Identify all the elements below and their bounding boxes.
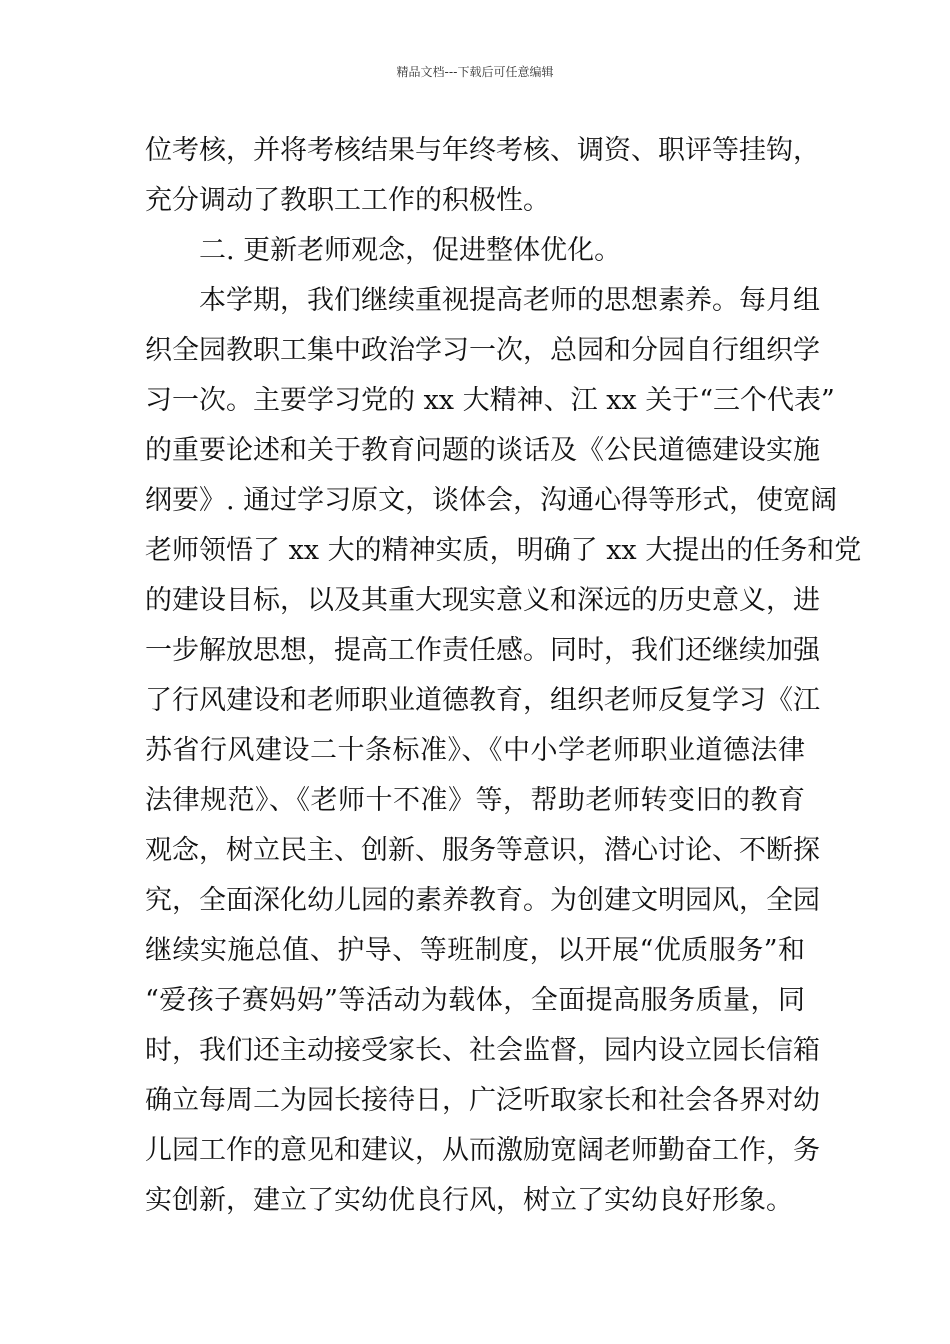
text-line: 苏省行风建设二十条标准》、《中小学老师职业道德法律	[145, 735, 805, 766]
text-line: 时，我们还主动接受家长、社会监督，园内设立园长信箱	[145, 1035, 820, 1066]
page-header: 精品文档---下载后可任意编辑	[396, 65, 554, 79]
text-line: 了行风建设和老师职业道德教育，组织老师反复学习《江	[145, 685, 820, 716]
text-line: 织全园教职工集中政治学习一次，总园和分园自行组织学	[145, 335, 820, 366]
text-line: 纲要》. 通过学习原文，谈体会，沟通心得等形式，使宽阔	[145, 485, 838, 516]
text-line: 充分调动了教职工工作的积极性。	[145, 185, 550, 216]
text-line: 儿园工作的意见和建议，从而激励宽阔老师勤奋工作，务	[145, 1135, 820, 1166]
text-line: 法律规范》、《老师十不准》等，帮助老师转变旧的教育	[145, 785, 805, 816]
text-line: 继续实施总值、护导、等班制度，以开展“优质服务”和	[145, 935, 805, 966]
text-line: 确立每周二为园长接待日，广泛听取家长和社会各界对幼	[145, 1085, 820, 1116]
section-heading: 二. 更新老师观念，促进整体优化。	[199, 235, 622, 266]
text-line: 习一次。主要学习党的 xx 大精神、江 xx 关于“三个代表”	[145, 385, 835, 416]
text-line: 位考核，并将考核结果与年终考核、调资、职评等挂钩，	[145, 135, 820, 166]
document-body	[145, 126, 862, 1226]
text-line: 实创新，建立了实幼优良行风，树立了实幼良好形象。	[145, 1185, 793, 1216]
text-line: 老师领悟了 xx 大的精神实质，明确了 xx 大提出的任务和党	[145, 535, 862, 566]
text-line: 究，全面深化幼儿园的素养教育。为创建文明园风，全园	[145, 885, 820, 916]
text-line: 本学期，我们继续重视提高老师的思想素养。每月组	[199, 285, 820, 316]
text-line: 观念，树立民主、创新、服务等意识，潜心讨论、不断探	[145, 835, 820, 866]
text-line: 一步解放思想，提高工作责任感。同时，我们还继续加强	[145, 635, 820, 666]
text-line: 的建设目标，以及其重大现实意义和深远的历史意义，进	[145, 585, 820, 616]
text-line: 的重要论述和关于教育问题的谈话及《公民道德建设实施	[145, 435, 820, 466]
text-line: “爱孩子赛妈妈”等活动为载体，全面提高服务质量，同	[145, 985, 805, 1016]
